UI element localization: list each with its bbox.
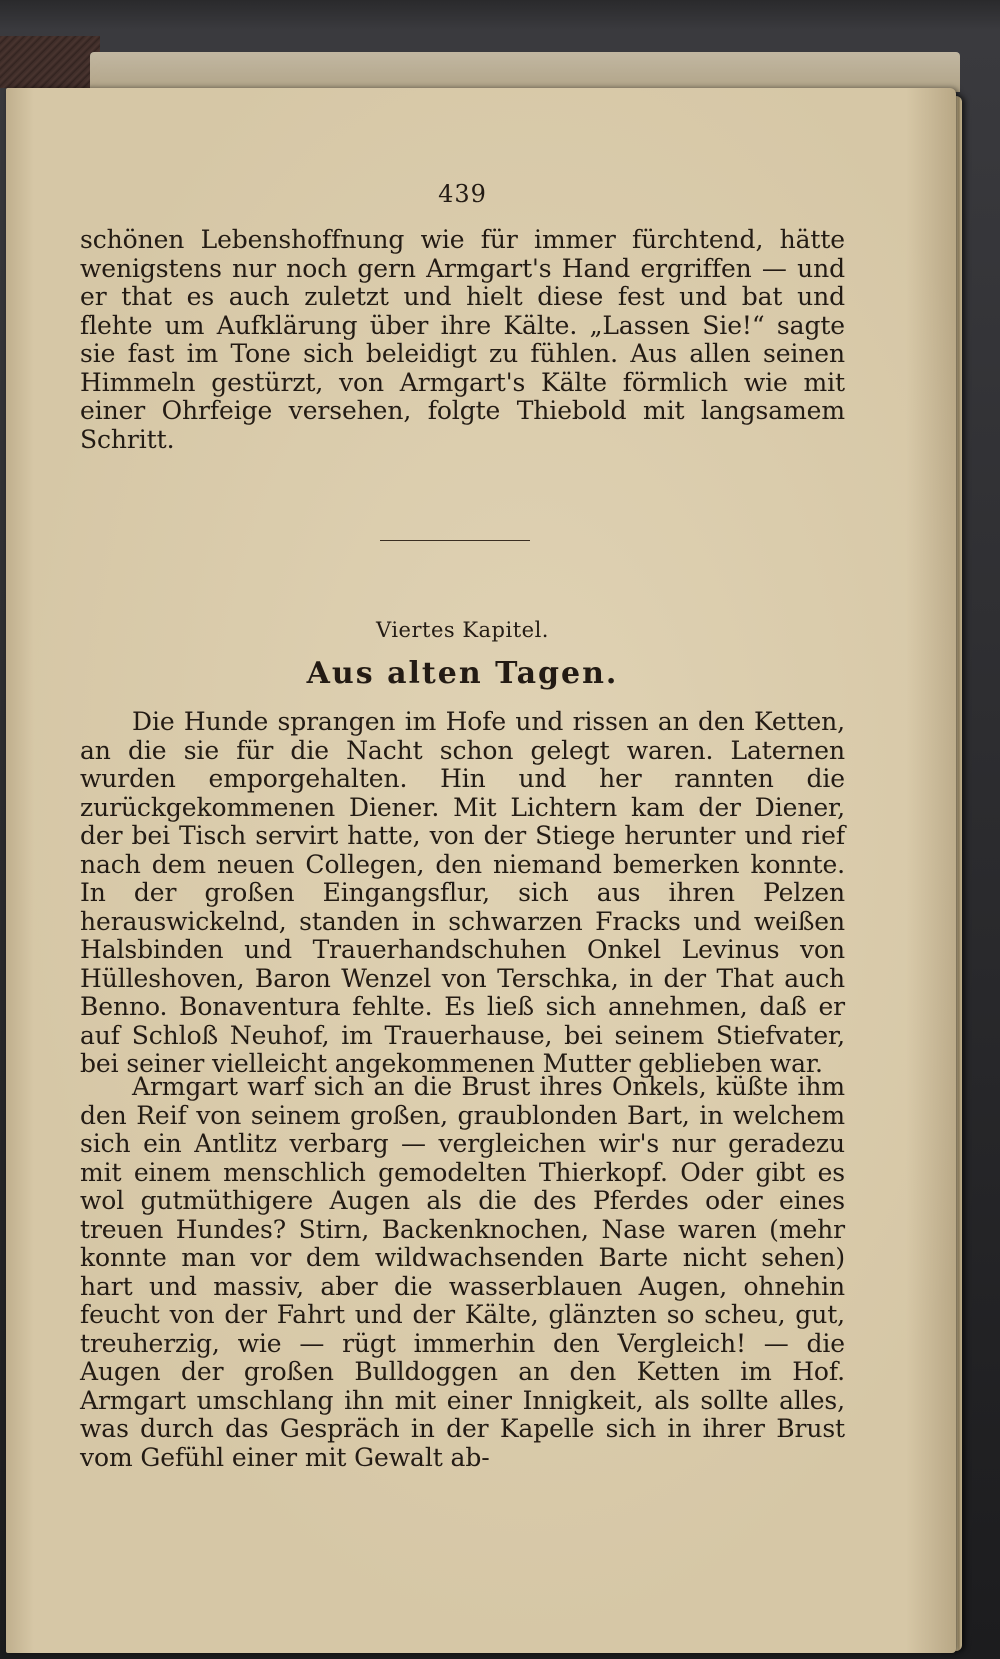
paragraph-continuation: schönen Lebenshoffnung wie für immer fürchtend, hätte wenigstens nur noch gern Armgart's Hand ergriffen — und er that es auch zuletzt und hielt diese fest und bat und flehte um Aufklärung über ihre Kälte. „Lassen Sie!“ sagte sie fast im Tone sich beleidigt zu fühlen. Aus allen seinen Himmeln gestürzt, von Armgart's Kälte förmlich wie mit einer Ohrfeige versehen, folgte Thiebold mit langsamem Schritt. [80, 225, 845, 454]
book-binding-corner [0, 36, 100, 88]
section-divider [380, 540, 530, 541]
chapter-label: Viertes Kapitel. [376, 618, 549, 642]
paragraph: Die Hunde sprangen im Hofe und rissen an den Ketten, an die sie für die Nacht schon gelegt waren. Laternen wurden emporgehalten. Hin und her rannten die zurückgekommenen Diener. Mit Lichtern kam der Diener, der bei Tisch servirt hatte, von der Stiege herunter und rief nach dem neuen Collegen, den niemand bemerken konnte. In der großen Eingangsflur, sich aus ihren Pelzen herauswickelnd, standen in schwarzen Fracks und weißen Halsbinden und Trauerhandschuhen Onkel Levinus von Hülleshoven, Baron Wenzel von Terschka, in der That auch Benno. Bonaventura fehlte. Es ließ sich annehmen, daß er auf Schloß Neuhof, im Trauerhause, bei seinem Stiefvater, bei seiner vielleicht angekommenen Mutter geblieben war. [80, 707, 845, 1078]
page-number: 439 [438, 180, 487, 208]
paragraph: Armgart warf sich an die Brust ihres Onkels, küßte ihm den Reif von seinem großen, graublonden Bart, in welchem sich ein Antlitz verbarg — vergleichen wir's nur geradezu mit einem menschlich gemodelten Thierkopf. Oder gibt es wol gutmüthigere Augen als die des Pferdes oder eines treuen Hundes? Stirn, Backenknochen, Nase waren (mehr konnte man vor dem wildwachsenden Barte nicht sehen) hart und massiv, aber die wasserblauen Augen, ohnehin feucht von der Fahrt und der Kälte, glänzten so scheu, gut, treuherzig, wie — rügt immerhin den Vergleich! — die Augen der großen Bulldoggen an den Ketten im Hof. Armgart umschlang ihn mit einer Innigkeit, als sollte alles, was durch das Gespräch in der Kapelle sich in ihrer Brust vom Gefühl einer mit Gewalt ab- [80, 1072, 845, 1472]
page-top-edge [90, 52, 960, 92]
chapter-title: Aus alten Tagen. [306, 656, 619, 691]
